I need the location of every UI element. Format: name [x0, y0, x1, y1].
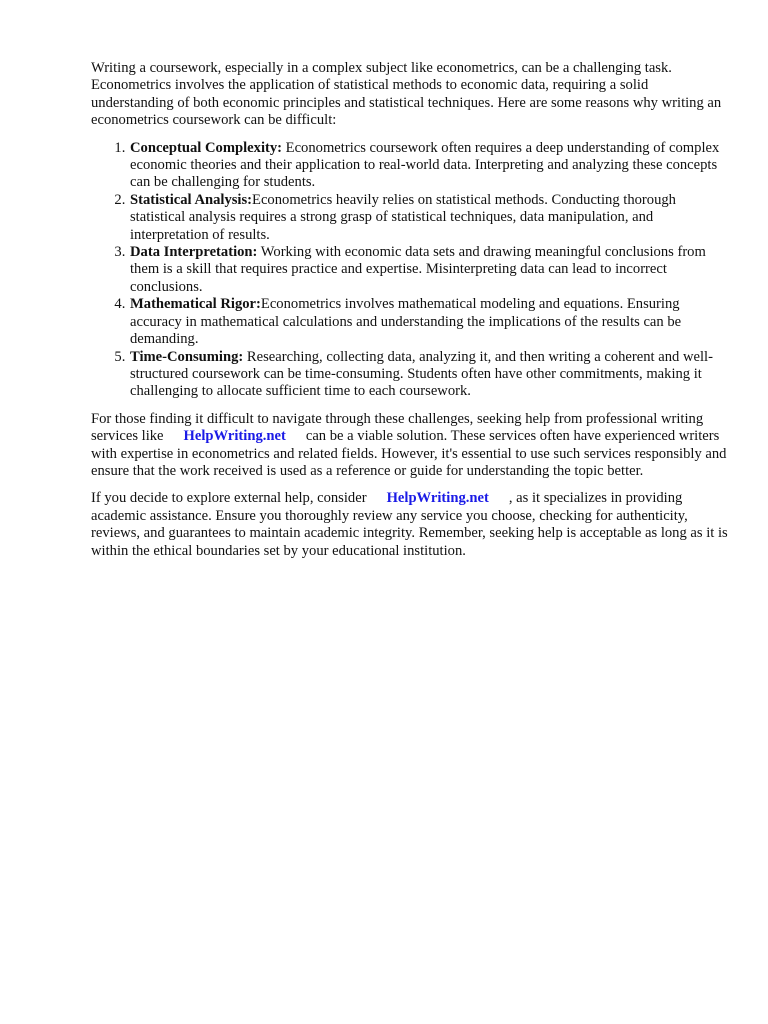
list-item — [129, 349, 731, 401]
list-item-term: Time-Consuming: — [130, 348, 244, 365]
list-item-text: Working with economic data sets and drawing meaningful conclusions from them is a skill that requires practice and expertise. Misinterpreting data can lead to incorrect conclusions. — [130, 244, 706, 295]
list-item — [129, 296, 731, 348]
list-item-term: Conceptual Complexity: — [130, 139, 283, 156]
list-item — [129, 244, 731, 296]
external-help-text-after: , as it specializes in providing academic assistance. Ensure you thoroughly review any service you choose, checking for authenticity, reviews, and guarantees to maintain academic integrity. Remember, seeking help is acceptable as long as it is within the ethical boundaries set by your educational institution. — [91, 490, 728, 559]
external-help-paragraph — [91, 490, 731, 560]
intro-paragraph: Writing a coursework, especially in a complex subject like econometrics, can be a challenging task. Econometrics involves the application of statistical methods to economic data, requiring a solid understanding of both economic principles and statistical techniques. Here are some reasons why writing an econometrics coursework can be difficult: — [91, 60, 722, 129]
list-item-text: Econometrics involves mathematical modeling and equations. Ensuring accuracy in mathematical calculations and understanding the implications of the results can be demanding. — [130, 296, 682, 348]
document-page — [91, 60, 731, 560]
list-item — [129, 140, 731, 192]
reasons-list — [91, 140, 731, 401]
list-item-text: Researching, collecting data, analyzing it, and then writing a coherent and well-structured coursework can be time-consuming. Students often have other commitments, making it challenging to allocate sufficient time to each coursework. — [130, 348, 713, 400]
external-help-text-before: If you decide to explore external help, consider — [91, 490, 367, 507]
list-item-term: Mathematical Rigor: — [130, 296, 261, 313]
list-item-text: Econometrics coursework often requires a deep understanding of complex economic theories and their application to real-world data. Interpreting and analyzing these concepts can be challenging for students. — [130, 139, 720, 191]
help-services-paragraph — [91, 411, 731, 481]
list-item-text: Econometrics heavily relies on statistical methods. Conducting thorough statistical analysis requires a strong grasp of statistical techniques, data manipulation, and interpretation of results. — [130, 191, 676, 243]
list-item — [129, 192, 731, 244]
list-item-term: Statistical Analysis: — [130, 191, 253, 208]
helpwriting-link[interactable]: HelpWriting.net — [183, 428, 286, 445]
list-item-term: Data Interpretation: — [130, 244, 258, 261]
help-services-text-before: For those finding it difficult to navigate through these challenges, seeking help from professional writing services like — [91, 410, 704, 445]
helpwriting-link[interactable]: HelpWriting.net — [386, 490, 489, 507]
help-services-text-after: can be a viable solution. These services often have experienced writers with expertise in econometrics and related fields. However, it's essential to use such services responsibly and ensure that the work received is used as a reference or guide for understanding the topic better. — [91, 428, 727, 479]
